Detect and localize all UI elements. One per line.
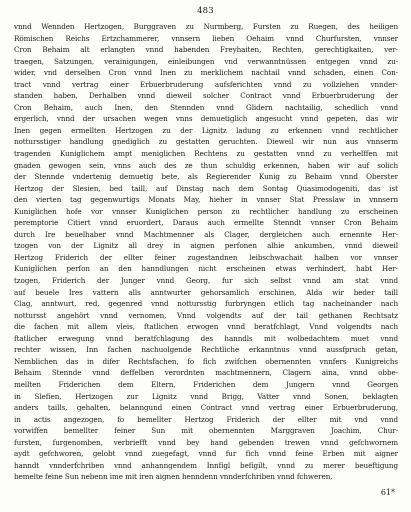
text-line: Cron Behaim alt erlangten vnnd habenden Freyhaiten, Rechten, gerechtigkaiten, ver-: [14, 45, 398, 55]
text-line: die fachen mit allem vleis, ftatlichen erwogen vnnd beratfchlagt, Vnnd volgendts nach: [14, 322, 398, 332]
text-line: Hertzog Friderich der ellter feiner zugestandnen leibschwachait halben vor vnnser: [14, 252, 398, 262]
text-line: tzogen von der Lignitz all drey in aignen perfonen alhie ankumben, vnnd dieweil: [14, 241, 398, 251]
text-line: Clag, anntwurt, red, gegenred vnnd nottursstig furbryngen etlich tag nacheinander nach: [14, 299, 398, 309]
text-line: bemelte feine Sun nebenn ime mit iren aignen henndenn vnnderfchriben vnnd fchweren,: [14, 472, 333, 482]
body-text: [14, 21, 398, 483]
text-line: fursten, furgenomben, verbriefft vnnd bey hand gebenden trewen vnnd gefchwornem: [14, 437, 398, 447]
text-line: Inen gegen ermellten Hertzogen zu der Lignitz ladung zu erkennen vnnd rechtlicher: [14, 125, 398, 135]
text-line: Nemblichen das in difer Rechtsfachen, fo fich zwifchen obernennten vnnfers Kunigreichs: [14, 356, 398, 366]
text-line: aydt gefchworen, gelobt vnnd zuegefagt, vnnd fur fich vnnd feine Erben mit aigner: [14, 449, 398, 459]
text-line: den vierten tag gegenwurtigs Monats May, hieher in vnnser Stat Presslaw in vnnsern: [14, 195, 398, 205]
text-line: mellten Friderichen dem Eltern, Friderichen dem Jungern vnnd Georgen: [14, 379, 398, 389]
text-line: Kuniglichen hofe vor vnnser Kuniglichen person zu rechtlicher handlung zu erscheinen: [14, 206, 398, 216]
text-line: auf beuele Ires vattern alls anntwurter gehorsamlich erschinen, Alda wir beder taill: [14, 287, 398, 297]
text-line: vorwiffen bemellter feiner Sun mit obernennten Marggraven Joachim, Chur-: [14, 426, 398, 436]
text-line: tract vnnd vertrag einer Erbuerbruderung aufsferichten vnnd zu vollziehen vnnder-: [14, 79, 398, 89]
text-line: Römischen Reichs Ertzchammerer, vnnsern lieben Oehaim vnnd Churfursten, vnnser: [14, 33, 398, 43]
text-line: Cron Behaim, auch Inen, den Stennden vnnd Glidern nachtailig, schedlich vnnd: [14, 102, 398, 112]
text-line: vnnd Wennden Hertzogen, Burggraven zu Nurmberg, Fursten zu Ruegen, des heiligen: [14, 22, 398, 31]
text-line: gnaden gewogen sein, vnns auch des ze thun schuldig erkennen, haben wir auf solich: [14, 160, 398, 170]
text-line: anders taills, gehalten, belanngund einen Contract vnnd vertrag einer Erbuerbruderung,: [14, 403, 398, 413]
signature-mark: 61*: [380, 488, 395, 497]
text-line: traegen, Satzungen, verainigungen, einleibungen vnd verwanntnüssen entgegen vnnd zu-: [14, 56, 398, 66]
text-line: wider, vnd derselben Cron vnnd Inen zu merklichem nachtail vnnd schaden, einen Con-: [14, 68, 398, 78]
text-line: Behaim Stennde vnnd deffelben verordnten machtmennern, Clagern aina, vnnd obbe-: [14, 368, 398, 378]
text-line: tragenden Kuniglichem ampt meniglichen Rechtens zu gestatten vnnd zu verhelffen mit: [14, 149, 398, 159]
text-line: in actis angezogen, fo bemellter Hertzog Friderich der ellter mit vnd vnnd: [14, 414, 398, 424]
text-line: rechter wissen, Inn fachen nachuolgende Rechtliche erkanntnus vnnd aussfpruch getan,: [14, 345, 398, 355]
text-line: durch Ire beuelhaber vnnd Machtmenner als Clager, dergleichen auch ernennte Her-: [14, 229, 398, 239]
text-line: nottursst angehört vnnd vernomen, Vnnd volgendts auf der tail gethanen Rechtsatz: [14, 310, 398, 320]
text-line: hanndt vnnderfchriben vnnd anhanngendem Innfigl befigilt, vnnd zu merer beueftigung: [14, 460, 398, 470]
text-line: nottursstiger handlung gnediglich zu gestatten geruchten. Dieweil wir nun aus vnnserm: [14, 137, 398, 147]
page-number: 483: [197, 6, 214, 16]
text-line: standen haben, Derhalben vnnd dieweil solcher Contract vnnd Erbuerbruderung der: [14, 91, 398, 101]
text-line: peremptorie Citiert vnnd eruordert, Daraus auch ermellte Stenndt vnnser Cron Behaim: [14, 218, 398, 228]
text-line: ergerlich, vnnd der ursachen wegen vnns demuetiglich angesucht vnnd gepeten, das wir: [14, 114, 398, 124]
text-line: Kuniglichen perfon an den hanndlungen nicht erscheinen etwas verhindert, habt Her-: [14, 264, 398, 274]
text-line: Hertzog der Slesien, bed taill, auf Dinstag nach dem Sontag Quasimodogeniti, das ist: [14, 183, 398, 193]
text-line: tzogen, Friderich der Junger vnnd Georg, fur sich selbst vnnd am stat vnnd: [14, 276, 398, 286]
text-line: der Stennde vndertenig demuetig bete, als Regierender Kunig zu Behaim vnnd Oberster: [14, 172, 398, 182]
text-line: ftatlicher erwegung vnnd beratfchlagung des hanndls mit wolbedachtem muet vnnd: [14, 333, 398, 343]
text-line: in Slefien, Hertzogen zur Lignitz vnnd Brigg, Vatter vnnd Sonen, beklagten: [14, 391, 398, 401]
